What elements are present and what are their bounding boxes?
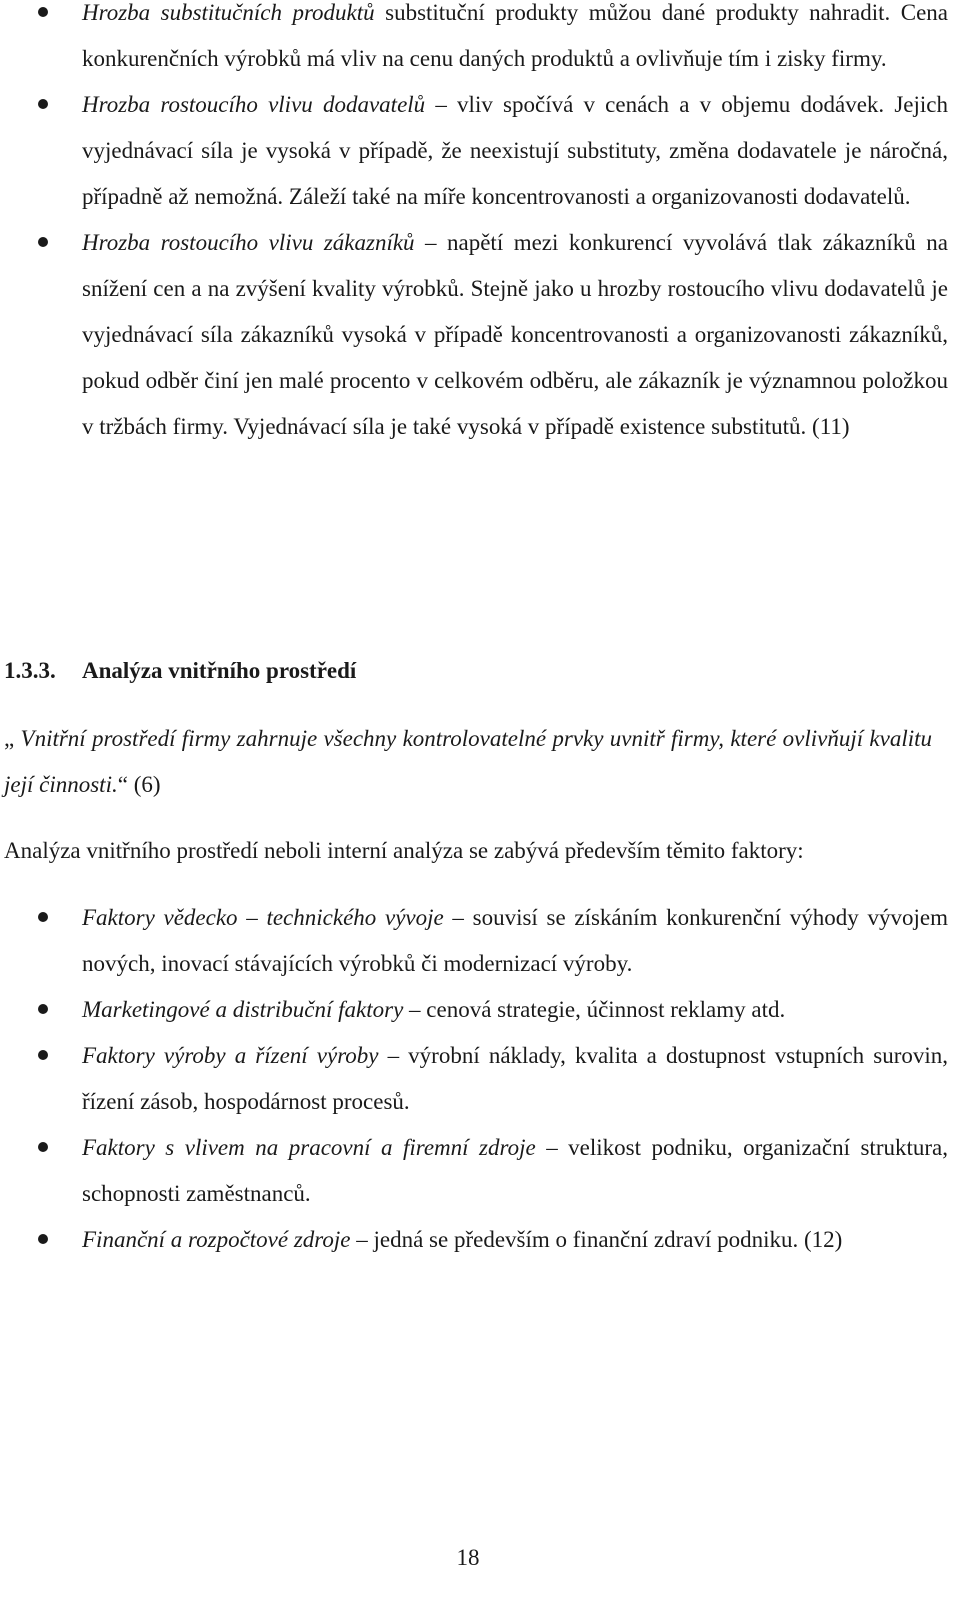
list-item-text: – výrobní náklady, kvalita a dostupnost vstupních surovin, řízení zásob, hospodárnost procesů. bbox=[82, 1043, 948, 1114]
list-item-term: Hrozba substitučních produktů bbox=[82, 0, 375, 25]
section-number: 1.3.3. bbox=[4, 658, 56, 683]
list-item-term: Faktory vědecko – technického vývoje bbox=[82, 905, 444, 930]
bullet-icon bbox=[38, 7, 48, 17]
list-item-term: Faktory s vlivem na pracovní a firemní zdroje bbox=[82, 1135, 536, 1160]
list-item bbox=[0, 1125, 954, 1217]
list-item-text: – velikost podniku, organizační struktura, schopnosti zaměstnanců. bbox=[82, 1135, 948, 1206]
bullet-icon bbox=[38, 1142, 48, 1152]
quote-close-mark: “ bbox=[117, 772, 134, 797]
list-item-text: – vliv spočívá v cenách a v objemu dodávek. Jejich vyjednávací síla je vysoká v případě, že neexistují substituty, změna dodavatele je náročná, případně až nemožná. Záleží také na míře koncentrovanosti a organizovanosti dodavatelů. bbox=[82, 92, 948, 209]
section-heading bbox=[4, 648, 356, 694]
intro-paragraph: Analýza vnitřního prostředí neboli interní analýza se zabývá především těmito faktory: bbox=[4, 838, 804, 863]
list-item-text: – cenová strategie, účinnost reklamy atd. bbox=[403, 997, 786, 1022]
list-item-term: Faktory výroby a řízení výroby bbox=[82, 1043, 379, 1068]
section-title: Analýza vnitřního prostředí bbox=[82, 658, 357, 683]
quote-text: Vnitřní prostředí firmy zahrnuje všechny kontrolovatelné prvky uvnitř firmy, které ovlivňují kvalitu její činnosti. bbox=[4, 726, 933, 797]
list-item-term: Marketingové a distribuční faktory bbox=[82, 997, 404, 1022]
list-item-text: – jedná se především o finanční zdraví podniku. (12) bbox=[350, 1227, 843, 1252]
quote-citation: (6) bbox=[133, 772, 161, 797]
bullet-icon bbox=[38, 1050, 48, 1060]
quote-open-mark: „ bbox=[4, 726, 21, 751]
definition-quote bbox=[4, 716, 932, 808]
bullet-icon bbox=[38, 99, 48, 109]
bullet-icon bbox=[38, 237, 48, 247]
list-item bbox=[0, 987, 954, 1033]
list-item bbox=[0, 82, 954, 220]
bullet-icon bbox=[38, 912, 48, 922]
list-item-term: Finanční a rozpočtové zdroje bbox=[82, 1227, 351, 1252]
bullet-icon bbox=[38, 1004, 48, 1014]
list-item-text: substituční produkty můžou dané produkty nahradit. Cena konkurenčních výrobků má vliv na cenu daných produktů a ovlivňuje tím i zisky firmy. bbox=[82, 0, 949, 71]
list-item bbox=[0, 220, 954, 450]
bullet-icon bbox=[38, 1234, 48, 1244]
list-item-term: Hrozba rostoucího vlivu dodavatelů bbox=[82, 92, 426, 117]
list-item-term: Hrozba rostoucího vlivu zákazníků bbox=[82, 230, 415, 255]
list-item-text: – souvisí se získáním konkurenční výhody vývojem nových, inovací stávajících výrobků či modernizací výroby. bbox=[82, 905, 948, 976]
internal-factors-list bbox=[0, 895, 954, 1263]
list-item bbox=[0, 895, 954, 987]
list-item bbox=[0, 1033, 954, 1125]
porter-threats-list bbox=[0, 0, 954, 450]
list-item-text: – napětí mezi konkurencí vyvolává tlak zákazníků na snížení cen a na zvýšení kvality výrobků. Stejně jako u hrozby rostoucího vlivu dodavatelů je vyjednávací síla zákazníků vysoká v případě koncentrovanosti a organizovanosti zákazníků, pokud odběr činí jen malé procento v celkovém odběru, ale zákazník je významnou položkou v tržbách firmy. Vyjednávací síla je také vysoká v případě existence substitutů. (11) bbox=[82, 230, 948, 439]
page-number: 18 bbox=[456, 1545, 480, 1570]
list-item bbox=[0, 1217, 954, 1263]
list-item bbox=[0, 0, 954, 82]
